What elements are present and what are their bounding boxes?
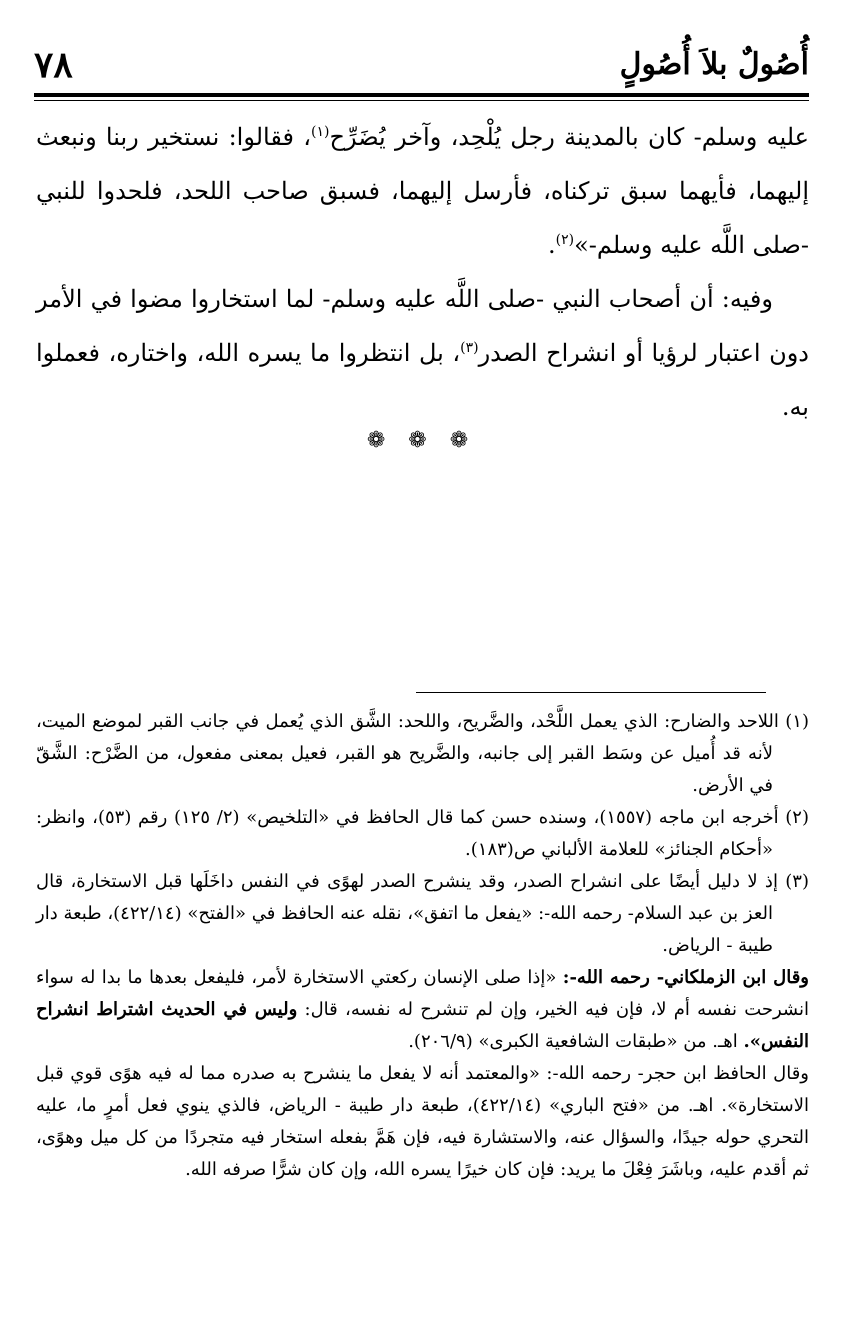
paragraph-1-text-c: . xyxy=(547,231,556,259)
paragraph-2 xyxy=(36,272,809,434)
book-title: أُصُولٌ بلاَ أُصُولٍ xyxy=(619,47,809,82)
page-number: ٧٨ xyxy=(34,44,73,86)
paragraph-1-text-b: ، فقالوا: نستخير ربنا ونبعث إليهما، فأيهما سبق تركناه، فأرسل إليهما، فسبق صاحب اللحد، فلحدوا للنبي -صلى اللَّه عليه وسلم-» xyxy=(36,123,809,259)
footnote-1: (١) اللاحد والضارح: الذي يعمل اللَّحْد، والضَّريح، واللحد: الشَّق الذي يُعمل في جانب القبر لموضع الميت، لأنه قد أُميل عن وسَط القبر إلى جانبه، والضَّريح هو القبر، فعيل بمعنى مفعول، من الضَّرْح: الشَّقّ في الأرض. xyxy=(36,711,809,796)
paragraph-1-text: عليه وسلم- كان بالمدينة رجل يُلْحِد، وآخر يُضَرِّح xyxy=(329,123,809,151)
footnote-ref-3[interactable]: (٣) xyxy=(460,340,479,356)
footnote-3-continuation-2: وقال الحافظ ابن حجر- رحمه الله-: «والمعتمد أنه لا يفعل ما ينشرح به صدره مما له فيه هوًى قوي قبل الاستخارة». اهـ. من «فتح الباري» (٤٢٢/١٤)، طبعة دار طيبة - الرياض، فالذي ينوي فعل أمرٍ ما، عليه التحري حوله جيدًا، والسؤال عنه، والاستشارة فيه، فإن هَمَّ بفعله استخار فيه متجردًا من كل ميل وهوًى، ثم أقدم عليه، وباشَرَ فِعْلَ ما يريد: فإن كان خيرًا يسره الله، وإن كان شرًّا صرفه الله. xyxy=(36,1063,809,1180)
paragraph-2-text-b: ، بل انتظروا ما يسره الله، واختاره، فعملوا به. xyxy=(36,339,809,421)
footnote-ref-2[interactable]: (٢) xyxy=(555,232,575,248)
footnote-3-quote-bold: وليس في الحديث اشتراط انشراح النفس». xyxy=(36,999,809,1052)
paragraph-2-text: وفيه: أن أصحاب النبي -صلى اللَّه عليه وسلم- لما استخاروا مضوا في الأمر دون اعتبار لرؤيا أو انشراح الصدر xyxy=(36,285,809,367)
footnote-ref-1[interactable]: (١) xyxy=(311,124,330,140)
footnote-divider xyxy=(416,692,766,693)
footnote-3-source: اهـ. من «طبقات الشافعية الكبرى» (٢٠٦/٩). xyxy=(408,1031,738,1052)
footnote-2: (٢) أخرجه ابن ماجه (١٥٥٧)، وسنده حسن كما قال الحافظ في «التلخيص» (٢/ ١٢٥) رقم (٥٣)، وانظر: «أحكام الجنائز» للعلامة الألباني ص(١٨٣). xyxy=(36,807,809,860)
paragraph-1 xyxy=(36,110,809,272)
page-header xyxy=(34,42,809,88)
footnote-3: (٣) إذ لا دليل أيضًا على انشراح الصدر، وقد ينشرح الصدر لهوًى في النفس داخَلَها قبل الاستخارة، قال العز بن عبد السلام- رحمه الله-: «يفعل ما اتفق»، نقله عنه الحافظ في «الفتح» (٤٢٢/١٤)، طبعة دار طيبة - الرياض. xyxy=(36,871,809,956)
header-rule-thin xyxy=(34,100,809,101)
footnotes xyxy=(36,706,809,1186)
footnote-3-quote: «إذا صلى الإنسان ركعتي الاستخارة لأمر، فليفعل بعدها ما بدا له سواء انشرحت نفسه أم لا، فإن فيه الخير، وإن لم تنشرح له نفسه، قال: xyxy=(36,967,809,1020)
footnote-3-continuation-1 xyxy=(36,962,809,1058)
section-separator-ornament: ❁ ❁ ❁ xyxy=(366,428,477,453)
header-rule-thick xyxy=(34,93,809,97)
footnote-3-quote-attribution: وقال ابن الزملكاني- رحمه الله-: xyxy=(562,967,810,988)
main-text xyxy=(36,110,809,434)
